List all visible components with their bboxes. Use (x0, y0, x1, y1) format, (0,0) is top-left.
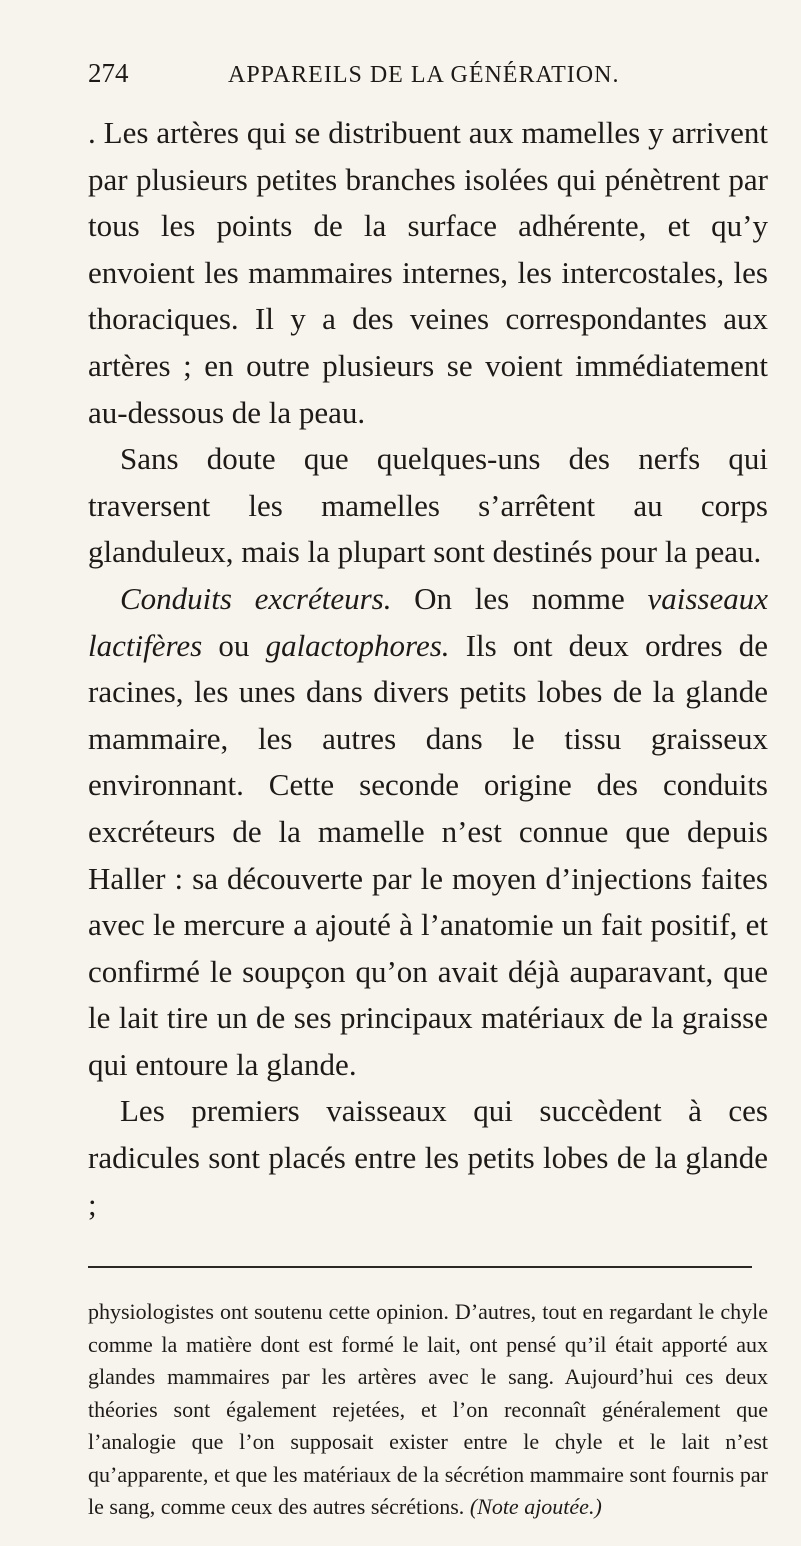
term-galactophores: galactophores. (265, 627, 450, 663)
footnote-note-tag: (Note ajoutée.) (469, 1494, 602, 1520)
main-text (88, 110, 768, 1228)
footnote-text: physiologistes ont soutenu cette opinion. D’autres, tout en regardant le chyle comme la matière dont est formé le lait, ont pensé qu’il était apporté aux glandes mammaires par les artères avec le sang. Aujourd’hui ces deux théories sont également rejetées, et l’on reconnaît généralement que l’analogie que l’on supposait exister entre le chyle et le lait n’est qu’apparente, et que les matériaux de la sécrétion mammaire sont fournis par le sang, comme ceux des autres sécrétions. (88, 1299, 768, 1520)
page-number: 274 (88, 58, 129, 88)
paragraph-nerves: Sans doute que quelques-uns des nerfs qui traversent les mamelles s’arrêtent au corps glanduleux, mais la plupart sont destinés pour la peau. (88, 441, 768, 570)
footnote (88, 1296, 768, 1524)
footnote-divider (88, 1266, 752, 1268)
term-lactiferes: vaisseaux lactifères (88, 580, 768, 663)
paragraph-first-vessels: Les premiers vaisseaux qui succèdent à ces radicules sont placés entre les petits lobes de la glande ; (88, 1093, 768, 1222)
running-head (88, 58, 768, 106)
section-heading: Conduits excréteurs. (120, 580, 392, 616)
book-page (88, 58, 768, 1546)
paragraph-excretory-ducts (88, 576, 768, 1089)
paragraph-text: ou (202, 627, 266, 663)
paragraph-arteries: . Les artères qui se distribuent aux mamelles y arrivent par plusieurs petites branches isolées qui pénètrent par tous les points de la surface adhérente, et qu’y envoient les mammaires internes, les intercostales, les thoraciques. Il y a des veines correspondantes aux artères ; en outre plusieurs se voient immédiatement au-dessous de la peau. (88, 115, 768, 430)
paragraph-text: Ils ont deux ordres de racines, les unes dans divers petits lobes de la glande mammaire, les autres dans le tissu graisseux environnant. Cette seconde origine des conduits excréteurs de la mamelle n’est connue que depuis Haller : sa découverte par le moyen d’injections faites avec le mercure a ajouté à l’anatomie un fait positif, et confirmé le soupçon qu’on avait déjà auparavant, que le lait tire un de ses principaux matériaux de la graisse qui entoure la glande. (88, 627, 768, 1082)
running-title: APPAREILS DE LA GÉNÉRATION. (228, 62, 620, 88)
paragraph-text: On les nomme (391, 580, 648, 616)
